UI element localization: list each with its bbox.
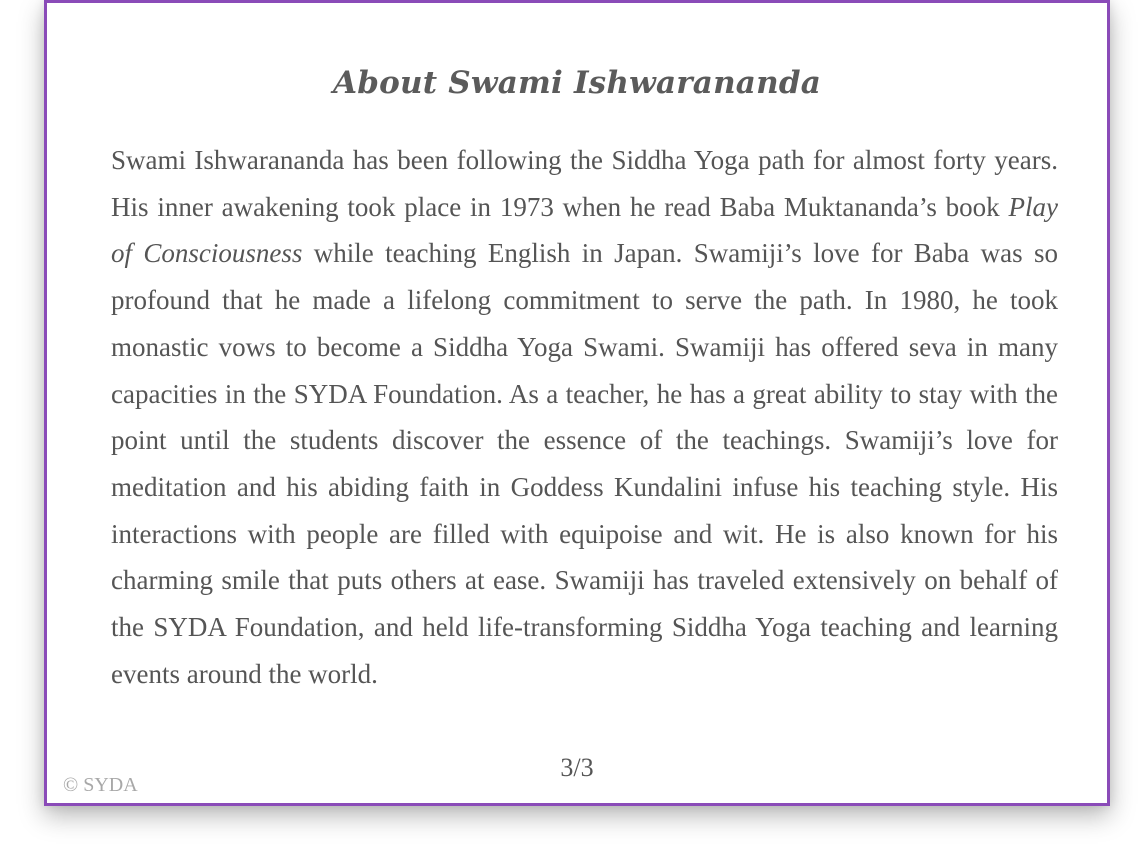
slide-card xyxy=(44,0,1110,806)
biography-paragraph xyxy=(111,137,1058,697)
biography-text-part2: while teaching English in Japan. Swamiji’s love for Baba was so profound that he made a lifelong commitment to serve the path. In 1980, he took monastic vows to become a Siddha Yoga Swami. Swamiji has offered seva in many capacities in the SYDA Foundation. As a teacher, he has a great ability to stay with the point until the students discover the essence of the teachings. Swamiji’s love for meditation and his abiding faith in Goddess Kundalini infuse his teaching style. His interactions with people are filled with equipoise and wit. He is also known for his charming smile that puts others at ease. Swamiji has traveled extensively on behalf of the SYDA Foundation, and held life-transforming Siddha Yoga teaching and learning events around the world. xyxy=(111,238,1058,689)
book-title: Play of Consciousness xyxy=(111,191,1058,269)
biography-text-part1: Swami Ishwarananda has been following the Siddha Yoga path for almost forty years. His inner awakening took place in 1973 when he read Baba Muktananda’s book xyxy=(111,145,1058,222)
copyright-notice: © SYDA xyxy=(63,774,138,796)
page-indicator: 3/3 xyxy=(560,753,594,782)
slide-title: About Swami Ishwarananda xyxy=(333,65,821,101)
